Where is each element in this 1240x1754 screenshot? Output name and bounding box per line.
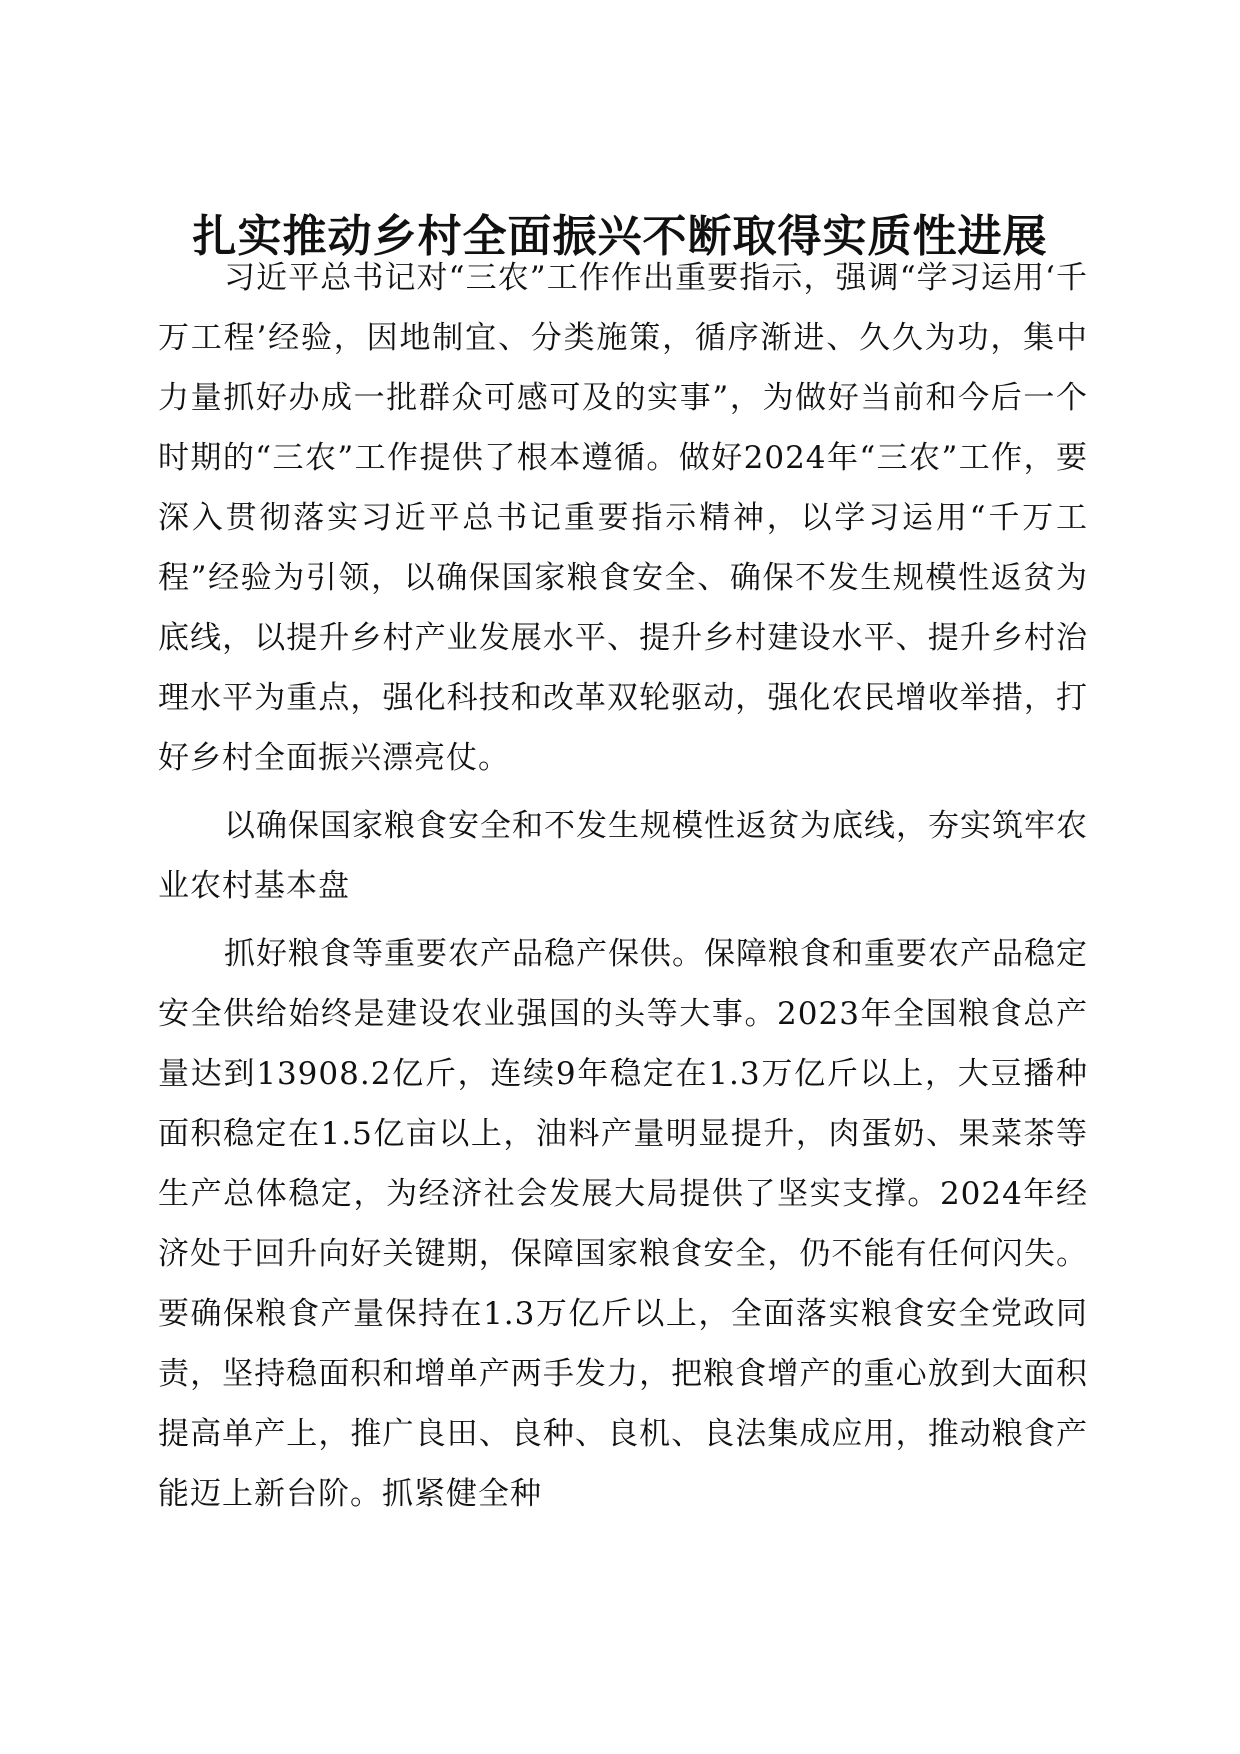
paragraph-grain-supply: 抓好粮食等重要农产品稳产保供。保障粮食和重要农产品稳定安全供给始终是建设农业强国的头等大事。2023年全国粮食总产量达到13908.2亿斤，连续9年稳定在1.3万亿斤以上，大豆播种面积稳定在1.5亿亩以上，油料产量明显提升，肉蛋奶、果菜茶等生产总体稳定，为经济社会发展大局提供了坚实支撑。2024年经济处于回升向好关键期，保障国家粮食安全，仍不能有任何闪失。要确保粮食产量保持在1.3万亿斤以上，全面落实粮食安全党政同责，坚持稳面积和增单产两手发力，把粮食增产的重心放到大面积提高单产上，推广良田、良种、良机、良法集成应用，推动粮食产能迈上新台阶。抓紧健全种 [158, 936, 1088, 1512]
document-body [158, 248, 1088, 1532]
document-title: 扎实推动乡村全面振兴不断取得实质性进展 [192, 211, 1048, 263]
paragraph-intro: 习近平总书记对“三农”工作作出重要指示，强调“学习运用‘千万工程’经验，因地制宜、分类施策，循序渐进、久久为功，集中力量抓好办成一批群众可感可及的实事”，为做好当前和今后一个时期的“三农”工作提供了根本遵循。做好2024年“三农”工作，要深入贯彻落实习近平总书记重要指示精神，以学习运用“千万工程”经验为引领，以确保国家粮食安全、确保不发生规模性返贫为底线，以提升乡村产业发展水平、提升乡村建设水平、提升乡村治理水平为重点，强化科技和改革双轮驱动，强化农民增收举措，打好乡村全面振兴漂亮仗。 [158, 260, 1088, 776]
section-heading: 以确保国家粮食安全和不发生规模性返贫为底线，夯实筑牢农业农村基本盘 [158, 808, 1088, 904]
